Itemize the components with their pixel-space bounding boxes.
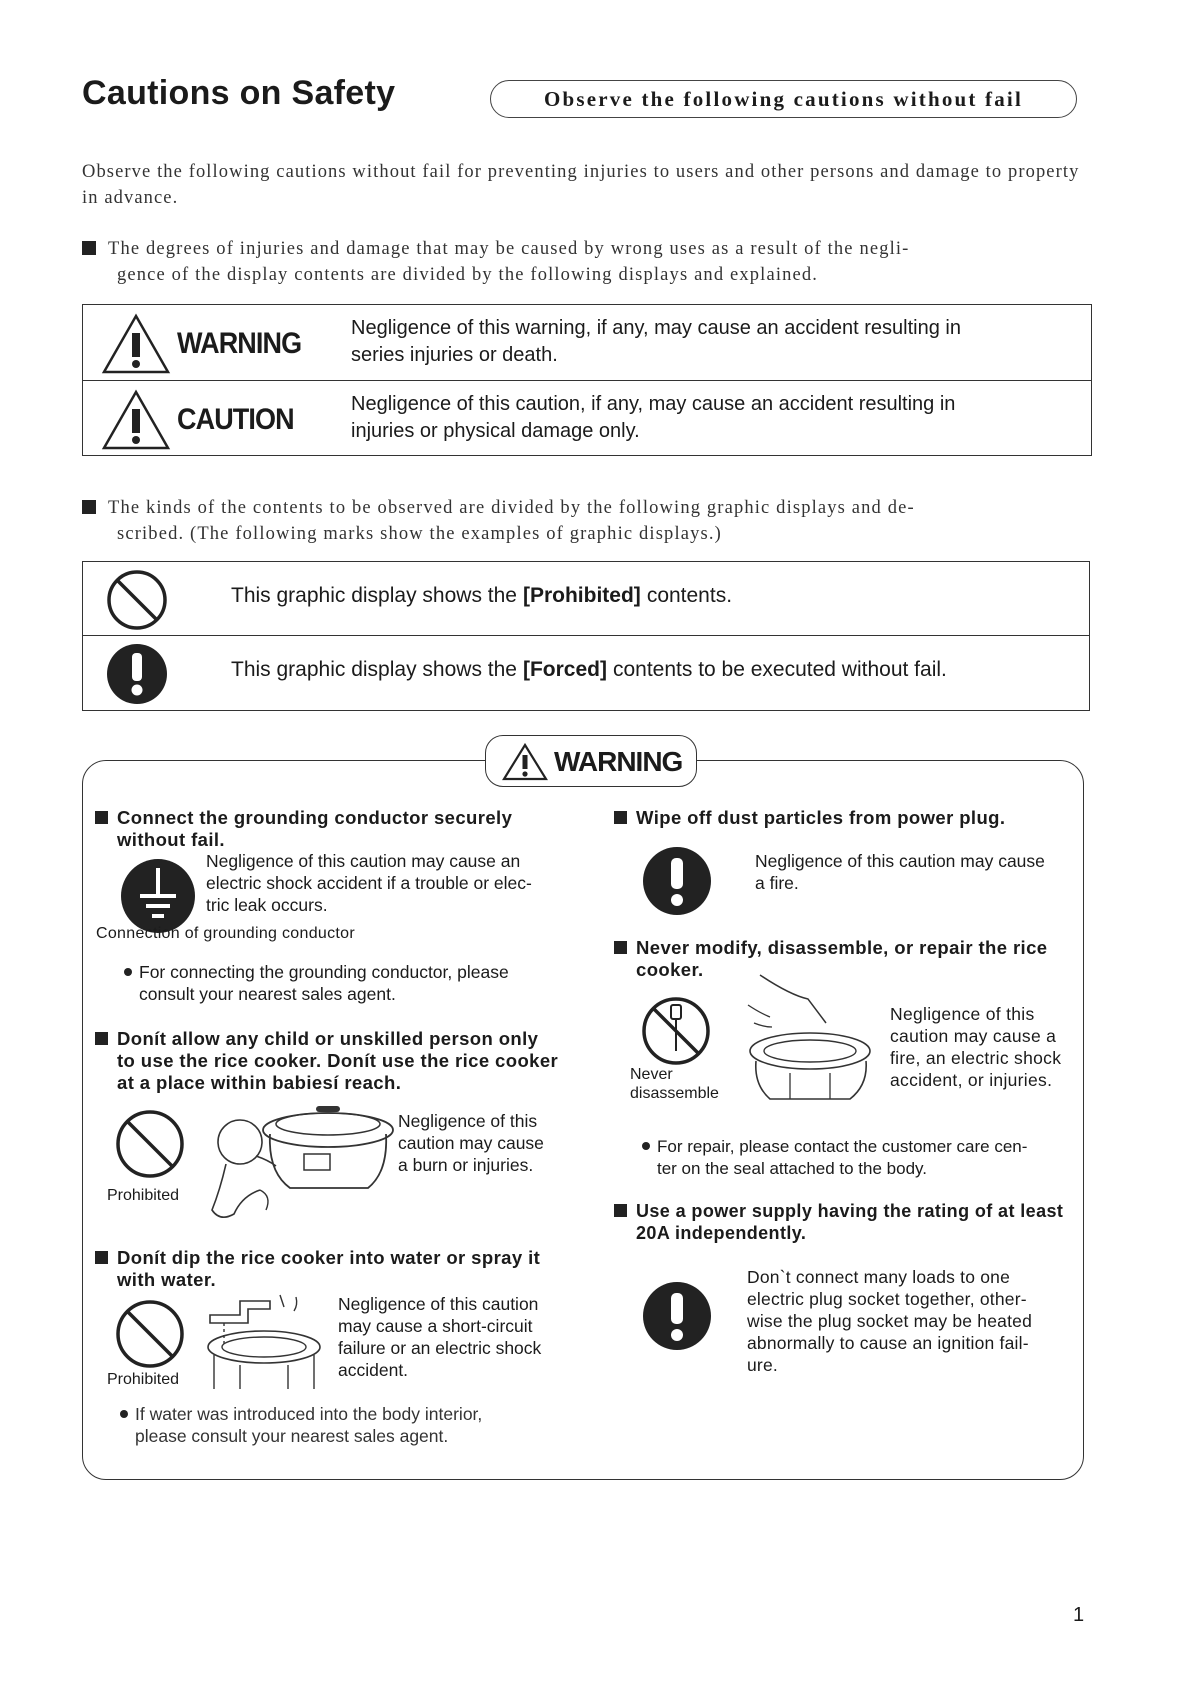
square-bullet-icon xyxy=(95,1032,108,1045)
prohibited-icon xyxy=(114,1108,186,1180)
level-row-warning xyxy=(83,305,1091,379)
square-bullet-icon xyxy=(95,811,108,824)
hazard-levels-table xyxy=(82,304,1092,456)
label-never-disassemble: Never disassemble xyxy=(630,1066,719,1102)
page-number: 1 xyxy=(1073,1604,1085,1626)
heading-power: Use a power supply having the rating of at least 20A independently. xyxy=(614,1200,1084,1244)
text-water: Negligence of this caution may cause a short-circuit failure or an electric shock accident. xyxy=(338,1294,542,1380)
sub-grounding: Connection of grounding conductor xyxy=(96,925,355,942)
faucet-cooker-illustration xyxy=(200,1285,330,1395)
heading-grounding: Connect the grounding conductor securely without fail. xyxy=(95,807,575,851)
intro-paragraph: Observe the following cautions without fail for preventing injuries to users and other persons and damage to property in advance. xyxy=(82,162,1080,208)
mark-text-forced: This graphic display shows the [Forced] contents to be executed without fail. xyxy=(231,658,947,681)
page-subtitle: Observe the following cautions without fail xyxy=(490,80,1077,118)
bullet-modify: For repair, please contact the customer care cen- ter on the seal attached to the body. xyxy=(642,1136,1082,1180)
grounding-icon xyxy=(118,856,198,936)
square-bullet-icon xyxy=(614,1204,627,1217)
mark-row-prohibited xyxy=(83,562,1089,634)
graphic-marks-table xyxy=(82,561,1090,711)
label-child-prohibited: Prohibited xyxy=(107,1187,180,1204)
text-dust: Negligence of this caution may cause a fire. xyxy=(755,851,1045,893)
square-bullet-icon xyxy=(614,811,627,824)
warning-triangle-icon xyxy=(502,743,548,781)
text-child: Negligence of this caution may cause a burn or injuries. xyxy=(398,1111,544,1175)
forced-exclamation-icon xyxy=(105,642,169,706)
bullet-grounding: For connecting the grounding conductor, please consult your nearest sales agent. xyxy=(124,961,584,1005)
square-bullet-icon xyxy=(614,941,627,954)
page-title: Cautions on Safety xyxy=(82,74,396,112)
baby-cooker-illustration xyxy=(190,1100,400,1230)
heading-water: Donít dip the rice cooker into water or spray it with water. xyxy=(95,1247,585,1291)
label-water-prohibited: Prohibited xyxy=(107,1371,180,1388)
mark-text-prohibited: This graphic display shows the [Prohibited] contents. xyxy=(231,584,733,607)
level-text-caution: Negligence of this caution, if any, may cause an accident resulting in injuries or physical damage only. xyxy=(351,393,956,442)
prohibited-icon xyxy=(105,568,169,632)
heading-dust: Wipe off dust particles from power plug. xyxy=(614,807,1074,829)
heading-child: Donít allow any child or unskilled person only to use the rice cooker. Donít use the rice cooker at a place within babiesí reach. xyxy=(95,1028,585,1094)
forced-exclamation-icon xyxy=(641,845,713,917)
warning-section-heading: WARNING xyxy=(485,735,697,787)
caution-triangle-icon xyxy=(101,389,171,451)
warning-triangle-icon xyxy=(101,313,171,375)
level-row-caution xyxy=(83,380,1091,455)
level-label-caution: CAUTION xyxy=(177,403,294,436)
bullet-kinds: The kinds of the contents to be observed are divided by the following graphic displays and de- scribed. (The following marks show the examples of graphic displays.) xyxy=(82,495,1092,547)
text-grounding: Negligence of this caution may cause an electric shock accident if a trouble or elec- tric leak occurs. xyxy=(206,851,532,915)
square-bullet-icon xyxy=(95,1251,108,1264)
level-label-warning: WARNING xyxy=(177,327,302,360)
square-bullet-icon xyxy=(82,500,96,514)
level-text-warning: Negligence of this warning, if any, may cause an accident resulting in series injuries or death. xyxy=(351,317,961,366)
text-power: Don`t connect many loads to one electric plug socket together, other- wise the plug socket may be heated abnormally to cause an ignition fail- ure. xyxy=(747,1267,1033,1375)
bullet-degrees: The degrees of injuries and damage that may be caused by wrong uses as a result of the negli- gence of the display contents are divided by the following displays and explained. xyxy=(82,236,1092,288)
forced-exclamation-icon xyxy=(641,1280,713,1352)
screwdriver-cooker-illustration xyxy=(730,965,880,1105)
text-modify: Negligence of this caution may cause a fire, an electric shock accident, or injuries. xyxy=(890,1004,1062,1090)
mark-row-forced xyxy=(83,635,1089,708)
bullet-water: If water was introduced into the body interior, please consult your nearest sales agent. xyxy=(120,1403,590,1447)
prohibited-disassemble-icon xyxy=(640,995,712,1067)
heading-modify: Never modify, disassemble, or repair the rice cooker. xyxy=(614,937,1084,981)
square-bullet-icon xyxy=(82,241,96,255)
prohibited-icon xyxy=(114,1298,186,1370)
